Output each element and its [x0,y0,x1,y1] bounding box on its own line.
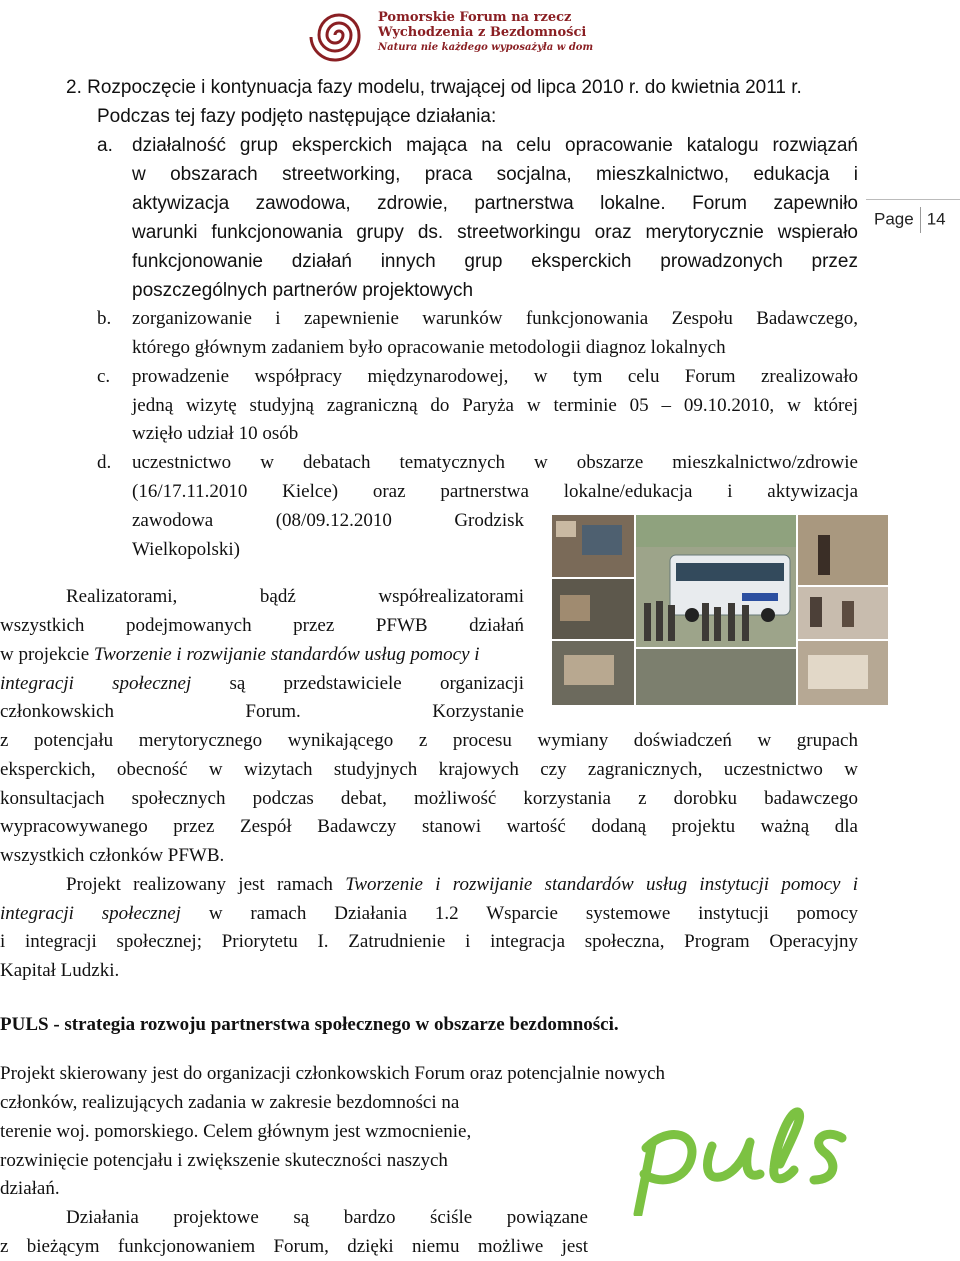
para1-line7: eksperckich, obecność w wizytach studyjnych krajowych czy zagranicznych, uczestnictwo w [0,759,858,780]
item-d-line1: uczestnictwo w debatach tematycznych w obszarze mieszkalnictwo/zdrowie [132,452,858,473]
para1-line10: wszystkich członków PFWB. [0,845,225,866]
para1-line2: wszystkich podejmowanych przez PFWB działań [0,615,524,636]
item-d-line4: Wielkopolski) [132,539,240,560]
item-b-line1: zorganizowanie i zapewnienie warunków funkcjonowania Zespołu Badawczego, [132,308,858,329]
item-c-line3: wzięło udział 10 osób [132,423,299,444]
org-name-line1: Pomorskie Forum na rzecz [378,10,572,25]
para1-line4 [0,670,524,698]
org-name-line2: Wychodzenia z Bezdomności [378,25,587,40]
page-word: Page [874,209,914,229]
item-c-marker: c. [97,366,111,387]
item-c-line1: prowadzenie współpracy międzynarodowej, w tym celu Forum zrealizowało [132,366,858,387]
spiral-logo-icon [304,4,374,66]
para1-line6: z potencjału merytorycznego wynikającego z procesu wymiany doświadczeń w grupach [0,730,858,751]
para1-line1: Realizatorami, bądź współrealizatorami [66,586,524,607]
para1-line4-text: są przedstawiciele organizacji [191,673,524,694]
para1-line9: wypracowywanego przez Zespół Badawczy stanowi wartość dodaną projektu ważną dla [0,816,858,837]
list-item-2-line1: 2. Rozpoczęcie i kontynuacja fazy modelu, trwającej od lipca 2010 r. do kwietnia 2011 r. [66,77,802,98]
para1-line3 [0,641,480,669]
para2-line2-text: w ramach Działania 1.2 Wsparcie systemowe instytucji pomocy [180,903,858,924]
para3-line6: Działania projektowe są bardzo ściśle powiązane [66,1207,588,1228]
para3-line2: członków, realizujących zadania w zakresie bezdomności na [0,1092,460,1113]
section-heading: PULS - strategia rozwoju partnerstwa społecznego w obszarze bezdomności. [0,1014,619,1035]
page-number: 14 [926,209,946,229]
page-label [874,207,946,233]
para3-line5: działań. [0,1178,60,1199]
photo-presenter [798,515,888,585]
item-a-marker: a. [97,135,113,156]
puls-logo [630,1104,898,1216]
para1-line3-text: w projekcie [0,644,94,665]
para3-line7: z bieżącym funkcjonowaniem Forum, dzięki niemu możliwe jest [0,1236,588,1257]
para2-line3: i integracji społecznej; Priorytetu I. Zatrudnienie i integracja społeczna, Program Operacyjny [0,931,858,952]
org-motto: Natura nie każdego wyposażyła w dom [378,42,594,53]
list-item-2-line2: Podczas tej fazy podjęto następujące działania: [97,106,497,127]
page-separator [920,207,921,233]
photo-trees [636,515,796,547]
project-title-italic-cont: integracji społecznej [0,673,192,694]
item-c-line2: jedną wizytę studyjną zagraniczną do Paryża w terminie 05 – 09.10.2010, w której [132,395,858,416]
para3-line1: Projekt skierowany jest do organizacji członkowskich Forum oraz potencjalnie nowych [0,1063,665,1084]
para2-title-italic-cont: integracji społecznej [0,903,181,924]
item-a-line4: warunki funkcjonowania grupy ds. streetworkingu oraz merytorycznie wspierało [132,222,858,243]
puls-logo-icon [630,1104,898,1216]
item-d-line3: zawodowa (08/09.12.2010 Grodzisk [132,510,524,531]
para2-title-italic: Tworzenie i rozwijanie standardów usług instytucji pomocy i [345,874,859,895]
para2-line2 [0,900,858,928]
forum-logo-text [378,10,593,55]
para1-line8: konsultacjach społecznych podczas debat, możliwość korzystania z dorobku badawczego [0,788,858,809]
para2-line1-text: Projekt realizowany jest ramach [66,874,346,895]
item-a-line1: działalność grup eksperckich mająca na celu opracowanie katalogu rozwiązań [132,135,858,156]
item-a-line3: aktywizacja zawodowa, zdrowie, partnerstwa lokalne. Forum zapewniło [132,193,858,214]
collage-image [552,515,888,705]
item-a-line2: w obszarach streetworking, praca socjalna, mieszkalnictwo, edukacja i [132,164,858,185]
para3-line4: rozwinięcie potencjału i zwiększenie skuteczności naszych [0,1150,448,1171]
para2-line4: Kapitał Ludzki. [0,960,120,981]
item-a-line5: funkcjonowanie działań innych grup eksperckich prowadzonych przez [132,251,858,272]
item-b-marker: b. [97,308,112,329]
item-d-marker: d. [97,452,112,473]
para1-line5: członkowskich Forum. Korzystanie [0,701,524,722]
item-d-line2: (16/17.11.2010 Kielce) oraz partnerstwa lokalne/edukacja i aktywizacja [132,481,858,502]
photo-street [636,649,796,705]
project-title-italic: Tworzenie i rozwijanie standardów usług pomocy i [93,644,480,665]
para3-line3: terenie woj. pomorskiego. Celem głównym jest wzmocnienie, [0,1121,472,1142]
item-a-line6: poszczególnych partnerów projektowych [132,280,474,301]
page-label-rule [866,199,960,200]
photo-collage [552,515,888,705]
para2-line1 [66,871,858,899]
item-b-line2: którego głównym zadaniem było opracowanie metodologii diagnoz lokalnych [132,337,726,358]
